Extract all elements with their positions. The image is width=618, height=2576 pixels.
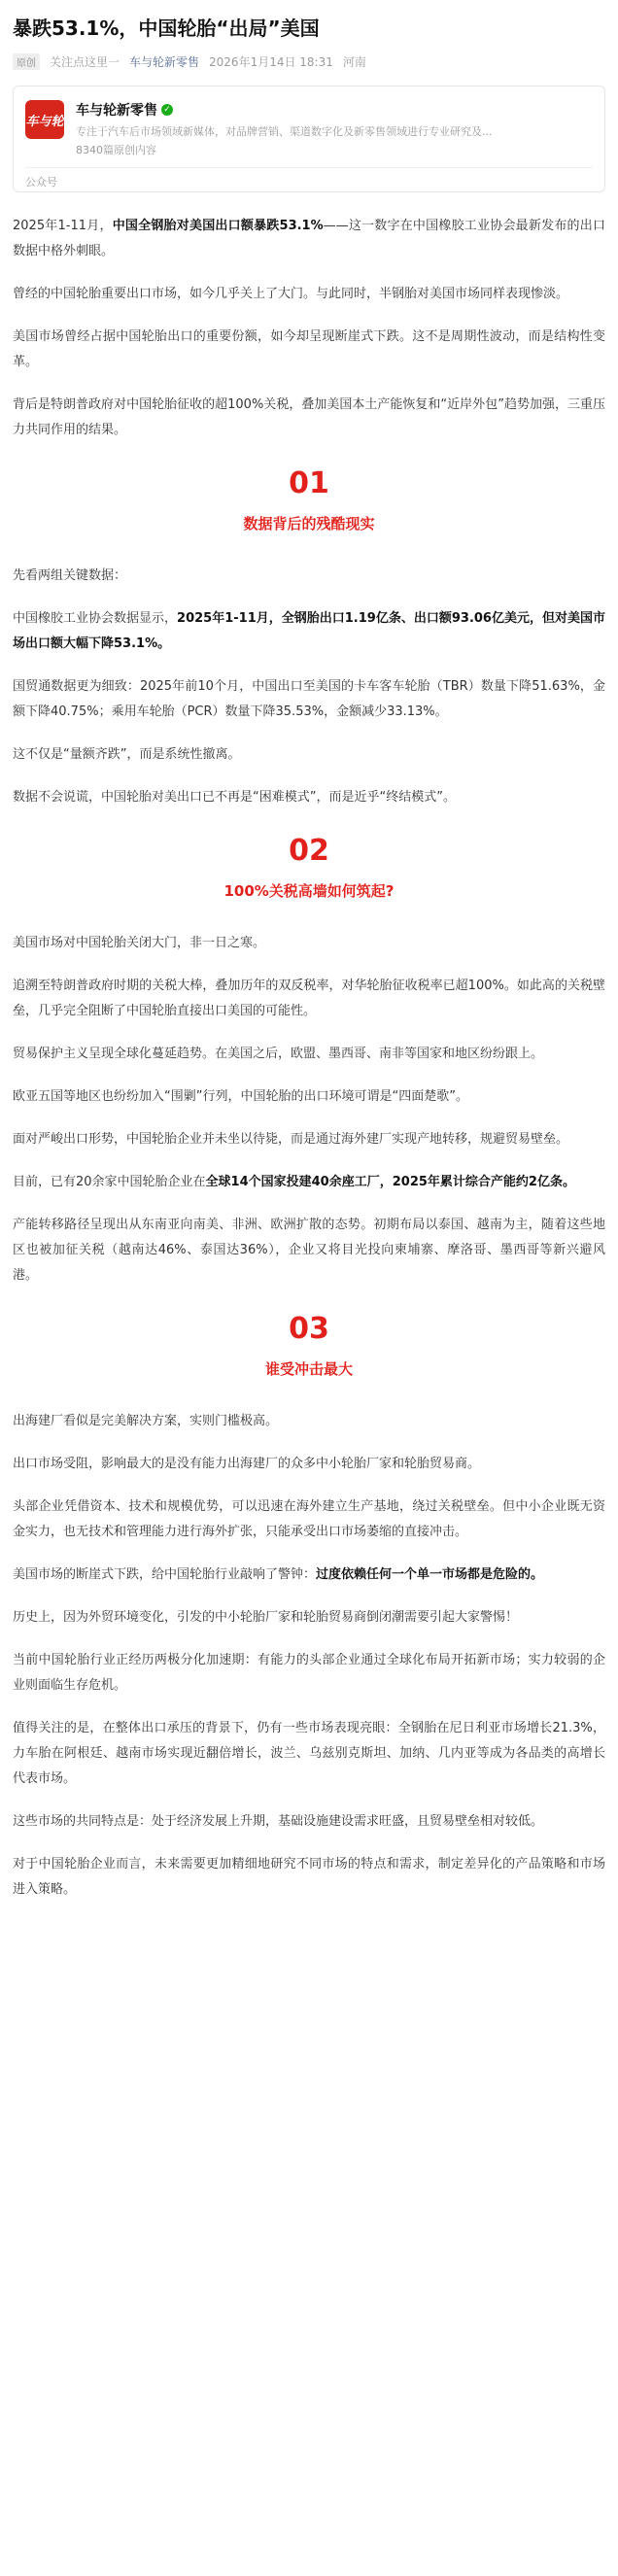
section-number: 03 xyxy=(289,1312,329,1346)
section-heading-1 xyxy=(13,464,605,534)
paragraph: 先看两组关键数据： xyxy=(13,568,127,583)
paragraph: 追溯至特朗普政府时期的关税大棒，叠加历年的双反税率，对华轮胎征收税率已超100%。如此高的关税壁垒，几乎完全阻断了中国轮胎直接出口美国的可能性。 xyxy=(13,979,605,1018)
paragraph: 美国市场的断崖式下跌，给中国轮胎行业敲响了警钟：过度依赖任何一个单一市场都是危险的。 xyxy=(13,1567,544,1582)
paragraph: 贸易保护主义呈现全球化蔓延趋势。在美国之后，欧盟、墨西哥、南非等国家和地区纷纷跟上。 xyxy=(13,1047,544,1061)
paragraph: 这不仅是“量额齐跌”，而是系统性撤离。 xyxy=(13,747,241,762)
paragraph: 美国市场对中国轮胎关闭大门，非一日之寒。 xyxy=(13,936,266,950)
verified-icon: ✓ xyxy=(161,104,173,116)
paragraph: 对于中国轮胎企业而言，未来需要更加精细地研究不同市场的特点和需求，制定差异化的产品策略和市场进入策略。 xyxy=(13,1857,605,1897)
section-heading-2 xyxy=(13,832,605,902)
section-heading-3 xyxy=(13,1310,605,1380)
article-body xyxy=(13,214,605,1903)
article-title: 暴跌53.1%，中国轮胎“出局”美国 xyxy=(13,17,320,40)
paragraph: 中国橡胶工业协会数据显示，2025年1-11月，全钢胎出口1.19亿条、出口额93.06亿美元，但对美国市场出口额大幅下降53.1%。 xyxy=(13,611,605,651)
paragraph: 这些市场的共同特点是：处于经济发展上升期，基础设施建设需求旺盛，且贸易壁垒相对较低。 xyxy=(13,1814,544,1829)
publish-datetime: 2026年1月14日 18:31 xyxy=(209,54,333,69)
paragraph: 目前，已有20余家中国轮胎企业在全球14个国家投建40余座工厂，2025年累计综合产能约2亿条。 xyxy=(13,1175,575,1189)
section-title: 数据背后的残酷现实 xyxy=(243,515,375,532)
paragraph: 数据不会说谎，中国轮胎对美出口已不再是“困难模式”，而是近乎“终结模式”。 xyxy=(13,790,456,805)
paragraph: 背后是特朗普政府对中国轮胎征收的超100%关税，叠加美国本土产能恢复和“近岸外包”趋势加强，三重压力共同作用的结果。 xyxy=(13,397,605,437)
original-tag: 原创 xyxy=(13,53,40,70)
account-logo: 车与轮 xyxy=(25,100,64,139)
paragraph: 历史上，因为外贸环境变化，引发的中小轮胎厂家和轮胎贸易商倒闭潮需要引起大家警惕！ xyxy=(13,1610,519,1625)
paragraph: 当前中国轮胎行业正经历两极分化加速期：有能力的头部企业通过全球化布局开拓新市场；实力较弱的企业则面临生存危机。 xyxy=(13,1653,605,1693)
article-page xyxy=(0,14,618,1903)
account-info xyxy=(76,100,593,157)
author-link[interactable]: 车与轮新零售 xyxy=(129,54,200,69)
paragraph: 2025年1-11月，中国全钢胎对美国出口额暴跌53.1%——这一数字在中国橡胶工业协会最新发布的出口数据中格外刺眼。 xyxy=(13,219,605,258)
paragraph: 出口市场受阻，影响最大的是没有能力出海建厂的众多中小轮胎厂家和轮胎贸易商。 xyxy=(13,1457,481,1471)
account-name: 车与轮新零售 xyxy=(76,103,157,119)
section-number: 02 xyxy=(289,834,329,868)
article-meta xyxy=(13,52,605,70)
divider xyxy=(25,167,593,168)
account-article-count: 8340篇原创内容 xyxy=(76,144,156,156)
section-number: 01 xyxy=(289,466,329,500)
section-title: 谁受冲击最大 xyxy=(264,1360,353,1378)
paragraph: 曾经的中国轮胎重要出口市场，如今几乎关上了大门。与此同时，半钢胎对美国市场同样表现惨淡。 xyxy=(13,287,569,301)
paragraph: 产能转移路径呈现出从东南亚向南美、非洲、欧洲扩散的态势。初期布局以泰国、越南为主，随着这些地区也被加征关税（越南达46%、泰国达36%），企业又将目光投向柬埔寨、摩洛哥、墨西哥等新兴避风港。 xyxy=(13,1218,605,1283)
paragraph: 头部企业凭借资本、技术和规模优势，可以迅速在海外建立生产基地，绕过关税壁垒。但中小企业既无资金实力，也无技术和管理能力进行海外扩张，只能承受出口市场萎缩的直接冲击。 xyxy=(13,1499,605,1539)
account-name-row xyxy=(76,100,593,120)
section-title: 100%关税高墙如何筑起? xyxy=(223,882,395,900)
paragraph: 欧亚五国等地区也纷纷加入“围剿”行列，中国轮胎的出口环境可谓是“四面楚歌”。 xyxy=(13,1089,468,1104)
follow-link[interactable]: 关注点这里一 xyxy=(50,54,120,69)
paragraph: 出海建厂看似是完美解决方案，实则门槛极高。 xyxy=(13,1414,279,1428)
paragraph: 美国市场曾经占据中国轮胎出口的重要份额，如今却呈现断崖式下跌。这不是周期性波动，而是结构性变革。 xyxy=(13,329,605,369)
paragraph: 值得关注的是，在整体出口承压的背景下，仍有一些市场表现亮眼：全钢胎在尼日利亚市场增长21.3%，力车胎在阿根廷、越南市场实现近翻倍增长，波兰、乌兹别克斯坦、加纳、几内亚等成为各品类的高增长代表市场。 xyxy=(13,1721,605,1786)
account-card[interactable] xyxy=(13,86,605,192)
paragraph: 面对严峻出口形势，中国轮胎企业并未坐以待毙，而是通过海外建厂实现产地转移，规避贸易壁垒。 xyxy=(13,1132,569,1147)
account-description: 专注于汽车后市场领域新媒体，对品牌营销、渠道数字化及新零售领域进行专业研究及... xyxy=(76,125,493,138)
account-row xyxy=(25,100,593,157)
paragraph: 国贸通数据更为细致：2025年前10个月，中国出口至美国的卡车客车轮胎（TBR）数量下降51.63%，金额下降40.75%；乘用车轮胎（PCR）数量下降35.53%，金额减少33.13%。 xyxy=(13,679,605,719)
publish-location: 河南 xyxy=(342,54,366,69)
account-type: 公众号 xyxy=(25,176,57,189)
